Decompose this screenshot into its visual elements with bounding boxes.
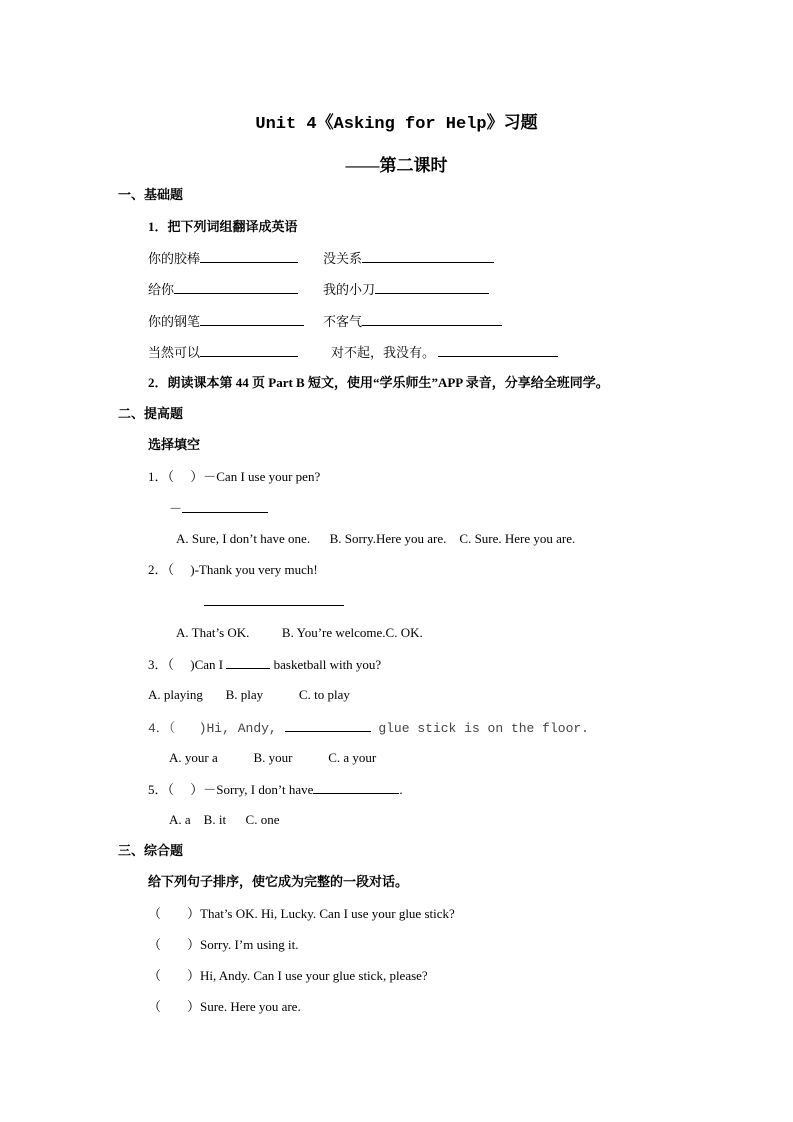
- mc-answer-line: [169, 500, 268, 517]
- answer-blank[interactable]: [200, 344, 298, 357]
- answer-blank[interactable]: [200, 313, 304, 326]
- mc-options-4: A. your a B. your C. a your: [169, 750, 377, 765]
- dash: －: [169, 501, 183, 516]
- phrase: 我的小刀: [323, 282, 376, 297]
- section-3-subheading: 给下列句子排序，使它成为完整的一段对话。: [148, 874, 409, 889]
- mc-answer-line: [204, 593, 344, 610]
- translate-row: [331, 344, 558, 361]
- translate-row: [148, 344, 298, 361]
- answer-blank[interactable]: [375, 281, 489, 294]
- section-2-subheading: 选择填空: [148, 437, 201, 452]
- q1-heading: 1．把下列词组翻译成英语: [148, 219, 298, 234]
- answer-blank[interactable]: [313, 781, 399, 794]
- phrase: 给你: [148, 282, 175, 297]
- order-item: （ ）Sure. Here you are.: [148, 999, 301, 1014]
- phrase: 不客气: [323, 314, 363, 329]
- phrase: 没关系: [323, 251, 363, 266]
- order-item: （ ）Hi, Andy. Can I use your glue stick, please?: [148, 968, 428, 983]
- section-3-heading: 三、综合题: [118, 843, 184, 858]
- stem-part: 5．（ ）－Sorry, I don’t have: [148, 782, 314, 797]
- translate-row: [323, 250, 494, 267]
- page-title: Unit 4《Asking for Help》习题: [255, 115, 538, 134]
- stem-part: glue stick is on the floor.: [370, 721, 589, 736]
- stem-part: basketball with you?: [270, 657, 382, 672]
- phrase: 你的胶棒: [148, 251, 201, 266]
- translate-row: [148, 250, 298, 267]
- answer-blank[interactable]: [204, 593, 344, 606]
- phrase: 对不起，我没有。: [331, 345, 436, 360]
- mc-question-2: 2．（ )-Thank you very much!: [148, 562, 318, 577]
- mc-options-5: A. a B. it C. one: [169, 812, 280, 827]
- translate-row: [323, 281, 489, 298]
- stem-part: .: [399, 782, 403, 797]
- section-2-heading: 二、提高题: [118, 406, 184, 421]
- answer-blank[interactable]: [362, 250, 494, 263]
- page-subtitle: ——第二课时: [345, 156, 448, 175]
- mc-options-3: A. playing B. play C. to play: [148, 687, 350, 702]
- answer-blank[interactable]: [226, 656, 270, 669]
- stem-part: 4．（ )Hi, Andy,: [148, 721, 285, 736]
- mc-question-4: [148, 719, 589, 737]
- translate-row: [148, 313, 304, 330]
- stem-part: 3．（ )Can I: [148, 657, 227, 672]
- answer-blank[interactable]: [182, 500, 268, 513]
- mc-options-2: A. That’s OK. B. You’re welcome.C. OK.: [176, 625, 423, 640]
- order-item: （ ）Sorry. I’m using it.: [148, 937, 299, 952]
- answer-blank[interactable]: [285, 719, 371, 732]
- q2-heading: 2．朗读课本第 44 页 Part B 短文，使用“学乐师生”APP 录音，分享给全班同学。: [148, 375, 609, 390]
- mc-question-5: [148, 781, 403, 798]
- translate-row: [323, 313, 502, 330]
- section-1-heading: 一、基础题: [118, 187, 184, 202]
- mc-question-1: 1．（ ）－Can I use your pen?: [148, 469, 321, 484]
- phrase: 当然可以: [148, 345, 201, 360]
- answer-blank[interactable]: [438, 344, 558, 357]
- mc-options-1: A. Sure, I don’t have one. B. Sorry.Here you are. C. Sure. Here you are.: [176, 531, 576, 546]
- answer-blank[interactable]: [200, 250, 298, 263]
- mc-question-3: [148, 656, 381, 673]
- translate-row: [148, 281, 298, 298]
- phrase: 你的钢笔: [148, 314, 201, 329]
- answer-blank[interactable]: [362, 313, 502, 326]
- order-item: （ ）That’s OK. Hi, Lucky. Can I use your glue stick?: [148, 906, 455, 921]
- answer-blank[interactable]: [174, 281, 298, 294]
